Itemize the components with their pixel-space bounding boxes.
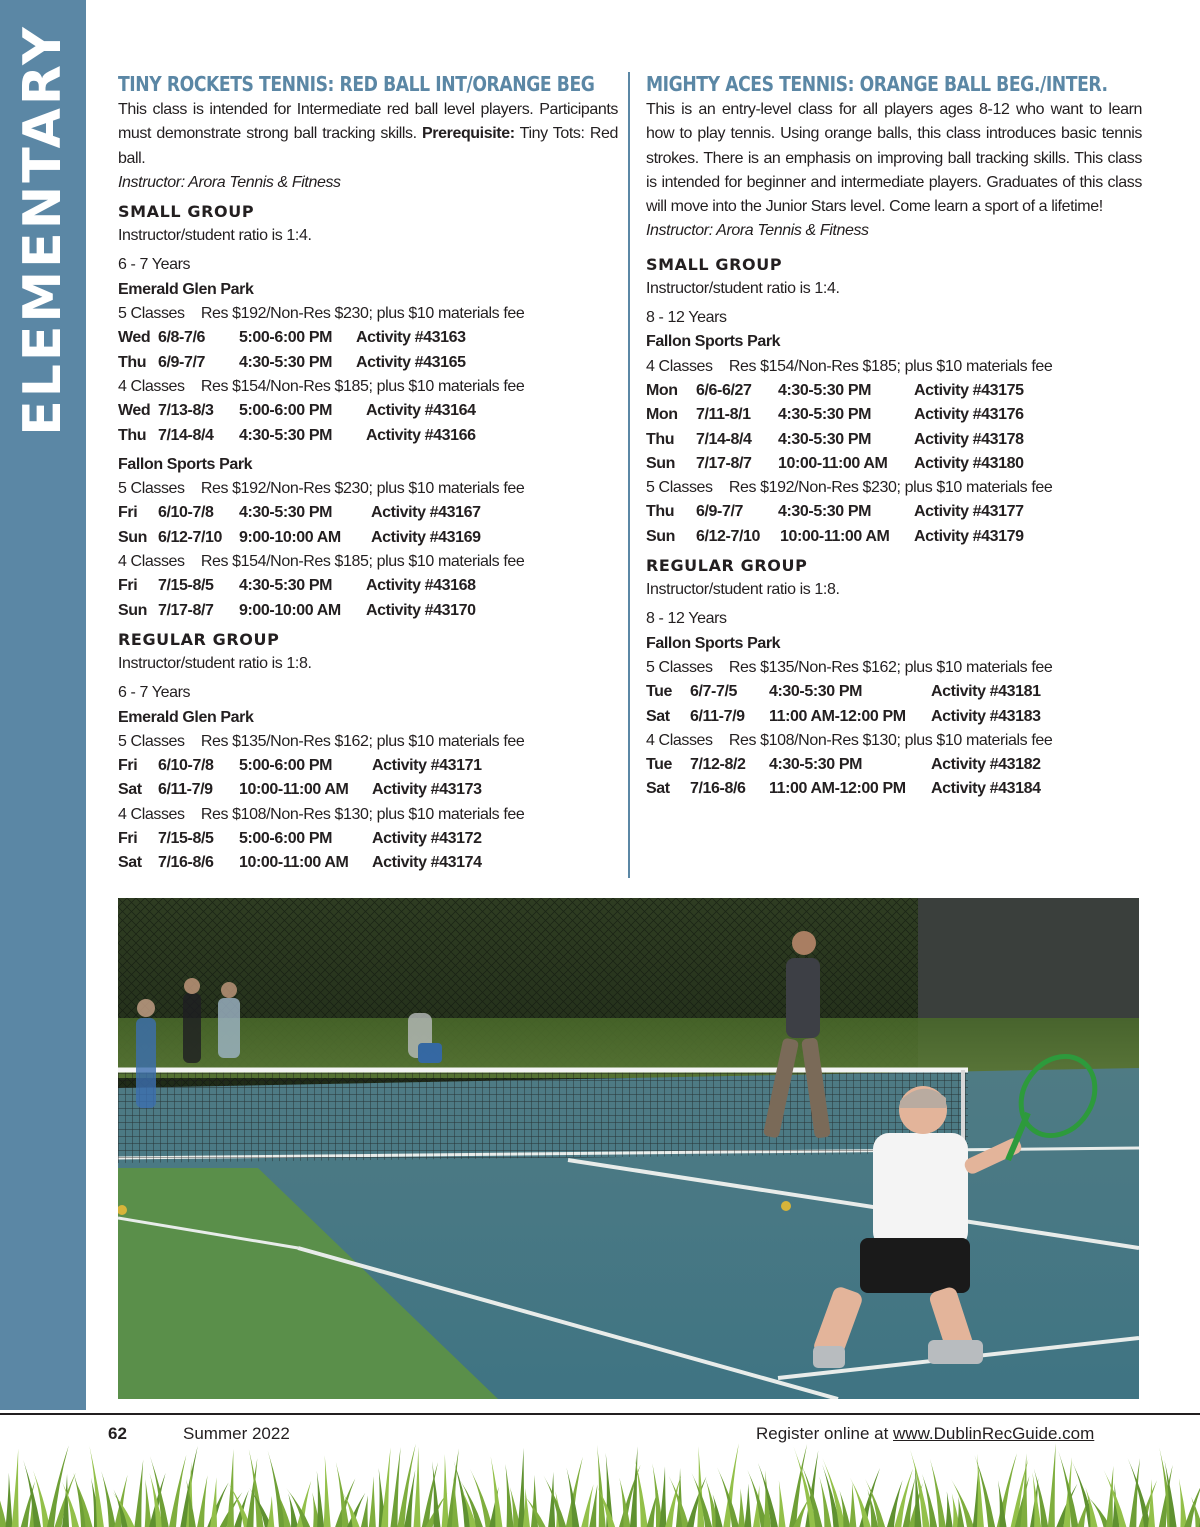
grass-blade <box>0 1466 7 1527</box>
location-name: Fallon Sports Park <box>118 455 253 473</box>
grass-blade <box>145 1479 152 1527</box>
activity-number: Activity #43164 <box>366 402 476 420</box>
age-range: 8 - 12 Years <box>646 610 727 628</box>
session-day: Fri <box>118 757 138 775</box>
session-dates: 6/9-7/7 <box>696 503 744 521</box>
grass-blade <box>267 1496 274 1527</box>
session-time: 5:00-6:00 PM <box>239 830 333 848</box>
grass-blade <box>544 1476 567 1527</box>
grass-blade <box>1179 1478 1187 1527</box>
price-line: 5 Classes Res $135/Non-Res $162; plus $10 materials fee <box>118 732 525 750</box>
session-day: Wed <box>118 402 151 420</box>
session-day: Wed <box>118 329 151 347</box>
price-line: 5 Classes Res $135/Non-Res $162; plus $10 materials fee <box>646 658 1053 676</box>
session-row <box>646 452 1142 476</box>
session-dates: 6/6-6/27 <box>696 381 752 399</box>
session-time: 10:00-11:00 AM <box>778 454 888 472</box>
grass-blade <box>1048 1443 1056 1527</box>
session-dates: 7/17-8/7 <box>696 454 752 472</box>
session-time: 4:30-5:30 PM <box>769 683 863 701</box>
session-day: Thu <box>118 353 147 371</box>
grass-blade <box>819 1477 831 1527</box>
session-row <box>118 851 618 875</box>
session-row <box>118 326 618 350</box>
grass-blade <box>659 1466 666 1527</box>
activity-number: Activity #43180 <box>914 454 1024 472</box>
session-row <box>646 379 1142 403</box>
activity-number: Activity #43184 <box>931 780 1041 798</box>
grass-blade <box>589 1484 597 1527</box>
session-row <box>646 428 1142 452</box>
session-row <box>118 778 618 802</box>
group-heading: REGULAR GROUP <box>118 629 280 649</box>
session-row <box>646 525 1142 549</box>
issue-season: Summer 2022 <box>183 1424 290 1443</box>
session-row <box>646 705 1142 729</box>
class-title: MIGHTY ACES TENNIS: ORANGE BALL BEG./INTER. <box>646 72 1108 96</box>
session-row <box>118 501 618 525</box>
activity-number: Activity #43175 <box>914 381 1024 399</box>
session-day: Thu <box>646 503 675 521</box>
price-line: 5 Classes Res $192/Non-Res $230; plus $10 materials fee <box>646 479 1053 497</box>
session-time: 4:30-5:30 PM <box>239 426 333 444</box>
session-day: Fri <box>118 504 138 522</box>
age-range: 6 - 7 Years <box>118 684 191 702</box>
session-time: 4:30-5:30 PM <box>769 756 863 774</box>
prerequisite-text: Tiny Tots: Red ball. <box>118 125 618 167</box>
prerequisite-label: Prerequisite: <box>422 125 515 143</box>
section-title-vertical: ELEMENTARY <box>13 24 73 436</box>
session-row <box>646 680 1142 704</box>
activity-number: Activity #43166 <box>366 426 476 444</box>
session-time: 9:00-10:00 AM <box>239 601 341 619</box>
session-time: 5:00-6:00 PM <box>239 329 333 347</box>
activity-number: Activity #43172 <box>372 830 482 848</box>
grass-blade <box>62 1474 69 1527</box>
price-line: 5 Classes Res $192/Non-Res $230; plus $10 materials fee <box>118 480 525 498</box>
session-row <box>646 777 1142 801</box>
location-name: Fallon Sports Park <box>646 634 781 652</box>
mighty-aces-column <box>646 70 1142 802</box>
session-dates: 6/11-7/9 <box>690 707 745 725</box>
session-day: Sat <box>118 781 142 799</box>
activity-number: Activity #43170 <box>366 601 476 619</box>
session-dates: 7/13-8/3 <box>158 402 214 420</box>
register-link[interactable]: www.DublinRecGuide.com <box>893 1424 1095 1443</box>
price-line: 4 Classes Res $154/Non-Res $185; plus $10 materials fee <box>118 377 525 395</box>
grass-blade <box>390 1447 400 1527</box>
session-dates: 7/16-8/6 <box>158 854 214 872</box>
activity-number: Activity #43177 <box>914 503 1024 521</box>
session-dates: 7/14-8/4 <box>696 430 752 448</box>
ratio-line: Instructor/student ratio is 1:4. <box>118 227 312 245</box>
session-dates: 7/12-8/2 <box>690 756 746 774</box>
session-time: 5:00-6:00 PM <box>239 757 333 775</box>
session-time: 4:30-5:30 PM <box>778 381 872 399</box>
activity-number: Activity #43167 <box>371 504 481 522</box>
session-row <box>118 574 618 598</box>
session-dates: 6/9-7/7 <box>158 353 206 371</box>
grass-blade <box>6 1473 13 1527</box>
session-time: 11:00 AM-12:00 PM <box>769 780 906 798</box>
grass-blade <box>134 1460 143 1527</box>
session-dates: 7/11-8/1 <box>696 406 751 424</box>
grass-blade <box>286 1488 310 1527</box>
session-row <box>118 599 618 623</box>
tennis-court-photo <box>118 898 1139 1399</box>
session-day: Sun <box>118 601 148 619</box>
session-day: Mon <box>646 381 678 399</box>
activity-number: Activity #43181 <box>931 683 1041 701</box>
activity-number: Activity #43178 <box>914 430 1024 448</box>
session-row <box>646 500 1142 524</box>
session-time: 4:30-5:30 PM <box>239 353 333 371</box>
grass-blade <box>101 1471 116 1527</box>
session-day: Tue <box>646 756 673 774</box>
column-divider <box>628 72 630 878</box>
session-time: 5:00-6:00 PM <box>239 402 333 420</box>
grass-blade <box>744 1484 751 1527</box>
session-day: Sun <box>118 528 148 546</box>
grass-blade <box>738 1488 745 1527</box>
session-row <box>118 827 618 851</box>
grass-blade <box>197 1475 207 1527</box>
session-row <box>646 403 1142 427</box>
session-day: Mon <box>646 406 678 424</box>
session-dates: 6/10-7/8 <box>158 504 214 522</box>
price-line: 4 Classes Res $108/Non-Res $130; plus $10 materials fee <box>118 805 525 823</box>
session-day: Sat <box>646 780 670 798</box>
session-time: 10:00-11:00 AM <box>780 527 890 545</box>
grass-blade <box>1106 1466 1113 1527</box>
session-dates: 6/11-7/9 <box>158 781 213 799</box>
grass-blade <box>518 1448 525 1527</box>
grass-blade <box>597 1445 606 1527</box>
session-day: Thu <box>118 426 147 444</box>
activity-number: Activity #43163 <box>356 329 466 347</box>
price-line: 4 Classes Res $154/Non-Res $185; plus $10 materials fee <box>646 357 1053 375</box>
grass-blade <box>946 1491 953 1527</box>
activity-number: Activity #43168 <box>366 577 476 595</box>
session-dates: 7/15-8/5 <box>158 577 214 595</box>
session-day: Tue <box>646 683 673 701</box>
location-name: Emerald Glen Park <box>118 708 254 726</box>
activity-number: Activity #43165 <box>356 353 466 371</box>
sidebar-band <box>0 0 86 1410</box>
class-title: TINY ROCKETS TENNIS: RED BALL INT/ORANGE BEG <box>118 72 595 96</box>
instructor-line: Instructor: Arora Tennis & Fitness <box>118 173 341 191</box>
session-dates: 7/14-8/4 <box>158 426 214 444</box>
session-row <box>118 424 618 448</box>
session-time: 9:00-10:00 AM <box>239 528 341 546</box>
activity-number: Activity #43179 <box>914 527 1024 545</box>
session-dates: 6/12-7/10 <box>158 528 223 546</box>
session-day: Fri <box>118 830 138 848</box>
session-day: Sat <box>118 854 142 872</box>
price-line: 4 Classes Res $154/Non-Res $185; plus $10 materials fee <box>118 553 525 571</box>
session-time: 10:00-11:00 AM <box>239 854 349 872</box>
grass-blade <box>12 1449 19 1527</box>
ratio-line: Instructor/student ratio is 1:4. <box>646 279 840 297</box>
session-time: 4:30-5:30 PM <box>778 503 872 521</box>
session-time: 11:00 AM-12:00 PM <box>769 707 906 725</box>
session-dates: 6/8-7/6 <box>158 329 206 347</box>
price-line: 4 Classes Res $108/Non-Res $130; plus $10 materials fee <box>646 731 1053 749</box>
location-name: Fallon Sports Park <box>646 333 781 351</box>
session-row <box>118 754 618 778</box>
register-text: Register online at <box>756 1424 894 1443</box>
grass-blade <box>442 1454 449 1527</box>
grass-blade <box>89 1446 103 1527</box>
session-row <box>646 753 1142 777</box>
session-day: Sun <box>646 454 676 472</box>
activity-number: Activity #43169 <box>371 528 481 546</box>
ratio-line: Instructor/student ratio is 1:8. <box>646 581 840 599</box>
age-range: 8 - 12 Years <box>646 309 727 327</box>
session-time: 4:30-5:30 PM <box>239 577 333 595</box>
session-dates: 7/17-8/7 <box>158 601 214 619</box>
grass-blade <box>369 1476 376 1527</box>
description-text: This class is intended for Intermediate red ball level players. Participants must demonstrate strong ball tracking skills. <box>118 101 618 143</box>
activity-number: Activity #43176 <box>914 406 1024 424</box>
grass-blade <box>414 1447 421 1527</box>
class-description <box>118 98 618 171</box>
session-time: 4:30-5:30 PM <box>239 504 333 522</box>
session-time: 4:30-5:30 PM <box>778 430 872 448</box>
price-line: 5 Classes Res $192/Non-Res $230; plus $10 materials fee <box>118 305 525 323</box>
tiny-rockets-column <box>118 70 618 876</box>
session-dates: 7/16-8/6 <box>690 780 746 798</box>
session-day: Thu <box>646 430 675 448</box>
group-heading: SMALL GROUP <box>646 254 783 274</box>
location-name: Emerald Glen Park <box>118 280 254 298</box>
grass-blade <box>336 1462 349 1527</box>
session-dates: 6/7-7/5 <box>690 683 738 701</box>
grass-blade <box>779 1480 786 1527</box>
instructor-line: Instructor: Arora Tennis & Fitness <box>646 222 869 240</box>
session-day: Sun <box>646 527 676 545</box>
session-time: 4:30-5:30 PM <box>778 406 872 424</box>
activity-number: Activity #43171 <box>372 757 482 775</box>
grass-blade <box>697 1446 704 1527</box>
activity-number: Activity #43182 <box>931 756 1041 774</box>
group-heading: REGULAR GROUP <box>646 556 808 576</box>
session-dates: 6/12-7/10 <box>696 527 761 545</box>
session-day: Sat <box>646 707 670 725</box>
age-range: 6 - 7 Years <box>118 256 191 274</box>
session-dates: 7/15-8/5 <box>158 830 214 848</box>
ratio-line: Instructor/student ratio is 1:8. <box>118 654 312 672</box>
grass-decoration <box>0 1440 1200 1527</box>
session-day: Fri <box>118 577 138 595</box>
session-dates: 6/10-7/8 <box>158 757 214 775</box>
grass-blade <box>317 1471 324 1527</box>
session-row <box>118 526 618 550</box>
grass-blade <box>381 1448 390 1527</box>
page-number: 62 <box>108 1424 127 1443</box>
session-row <box>118 399 618 423</box>
grass-blade <box>324 1455 331 1527</box>
group-heading: SMALL GROUP <box>118 202 255 222</box>
activity-number: Activity #43173 <box>372 781 482 799</box>
class-description: This is an entry-level class for all players ages 8-12 who want to learn how to play tennis. Using orange balls, this class introduces basic tennis strokes. There is an emphasis on improving ball tracking skills. This class is intended for beginner and intermediate players. Graduates of this class will move into the Junior Stars level. Come learn a sport of a lifetime! <box>646 101 1142 216</box>
session-time: 10:00-11:00 AM <box>239 781 349 799</box>
activity-number: Activity #43174 <box>372 854 482 872</box>
footer-rule <box>0 1413 1200 1415</box>
grass-blade <box>361 1495 368 1527</box>
session-row <box>118 351 618 375</box>
activity-number: Activity #43183 <box>931 707 1041 725</box>
